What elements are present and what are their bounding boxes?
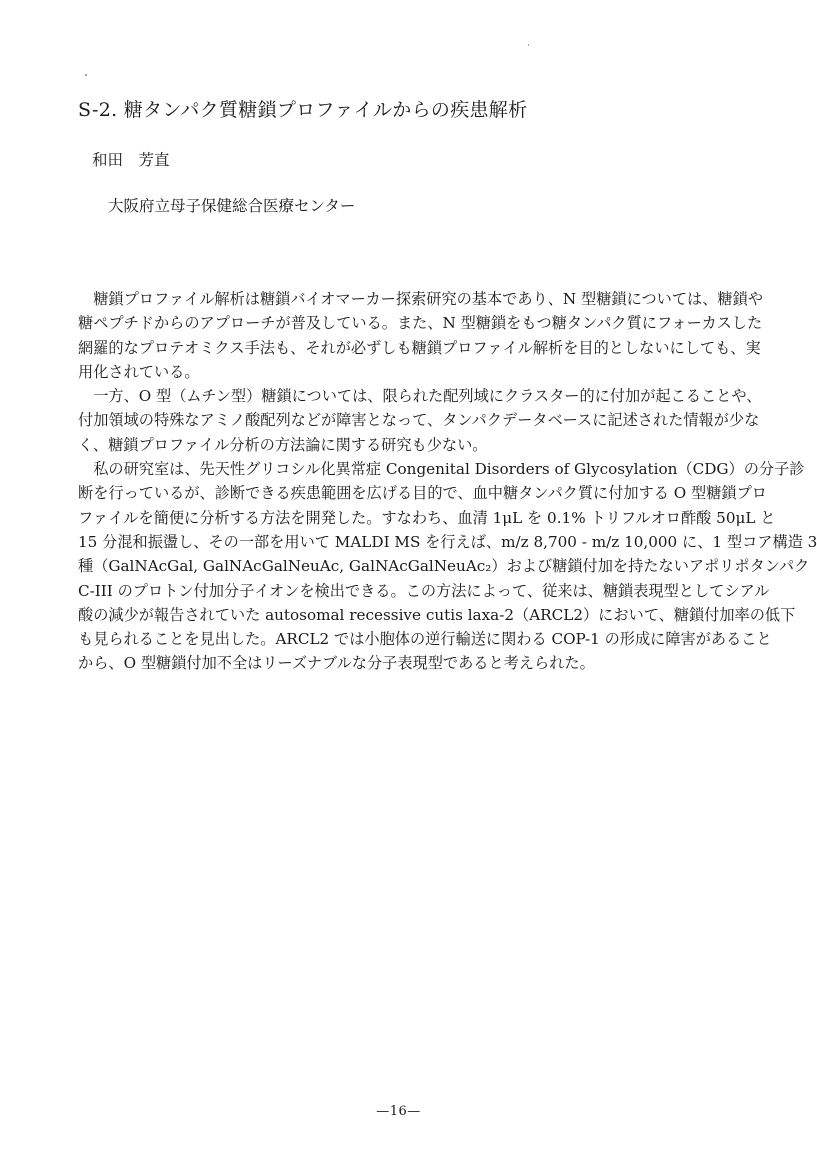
author-affiliation: 大阪府立母子保健総合医療センター xyxy=(108,197,356,215)
abstract-body xyxy=(78,287,817,676)
paragraph-3 xyxy=(78,457,817,676)
text-line: 断を行っているが、診断できる疾患範囲を広げる目的で、血中糖タンパク質に付加する O 型糖鎖プロ xyxy=(78,484,767,503)
paragraph-1 xyxy=(78,287,763,384)
text-line: 15 分混和振盪し、その一部を用いて MALDI MS を行えば、m/z 8,700 - m/z 10,000 に、1 型コア構造 3 xyxy=(78,532,817,551)
text-line: 一方、O 型（ムチン型）糖鎖については、限られた配列域にクラスター的に付加が起こることや、 xyxy=(78,387,762,406)
text-line: 用化されている。 xyxy=(78,362,200,381)
paragraph-2 xyxy=(78,384,762,457)
text-line: 私の研究室は、先天性グリコシル化異常症 Congenital Disorders of Glycosylation（CDG）の分子診 xyxy=(78,460,805,479)
text-line: ファイルを簡便に分析する方法を開発した。すなわち、血清 1μL を 0.1% トリフルオロ酢酸 50μL と xyxy=(78,508,776,527)
paper-title: S-2. 糖タンパク質糖鎖プロファイルからの疾患解析 xyxy=(78,99,528,121)
text-line: 網羅的なプロテオミクス手法も、それが必ずしも糖鎖プロファイル解析を目的としないにしても、実 xyxy=(78,338,761,357)
page-number: —16— xyxy=(376,1104,421,1119)
author-name: 和田 芳直 xyxy=(92,151,170,169)
scan-speck xyxy=(528,44,529,46)
text-line: C-III のプロトン付加分子イオンを検出できる。この方法によって、従来は、糖鎖表現型としてシアル xyxy=(78,581,770,600)
text-line: 糖ペプチドからのアプローチが普及している。また、N 型糖鎖をもつ糖タンパク質にフォーカスした xyxy=(78,314,763,333)
text-line: 種（GalNAcGal, GalNAcGalNeuAc, GalNAcGalNeuAc₂）および糖鎖付加を持たないアポリポタンパク xyxy=(78,557,810,576)
text-line: 付加領域の特殊なアミノ酸配列などが障害となって、タンパクデータベースに記述された情報が少な xyxy=(78,411,760,430)
text-line: から、O 型糖鎖付加不全はリーズナブルな分子表現型であると考えられた。 xyxy=(78,654,595,673)
text-line: 酸の減少が報告されていた autosomal recessive cutis laxa-2（ARCL2）において、糖鎖付加率の低下 xyxy=(78,605,796,624)
text-line: も見られることを見出した。ARCL2 では小胞体の逆行輸送に関わる COP-1 の形成に障害があること xyxy=(78,630,772,649)
text-line: く、糖鎖プロファイル分析の方法論に関する研究も少ない。 xyxy=(78,435,488,454)
text-line: 糖鎖プロファイル解析は糖鎖バイオマーカー探索研究の基本であり、N 型糖鎖については、糖鎖や xyxy=(78,290,763,308)
scan-speck xyxy=(85,74,87,76)
